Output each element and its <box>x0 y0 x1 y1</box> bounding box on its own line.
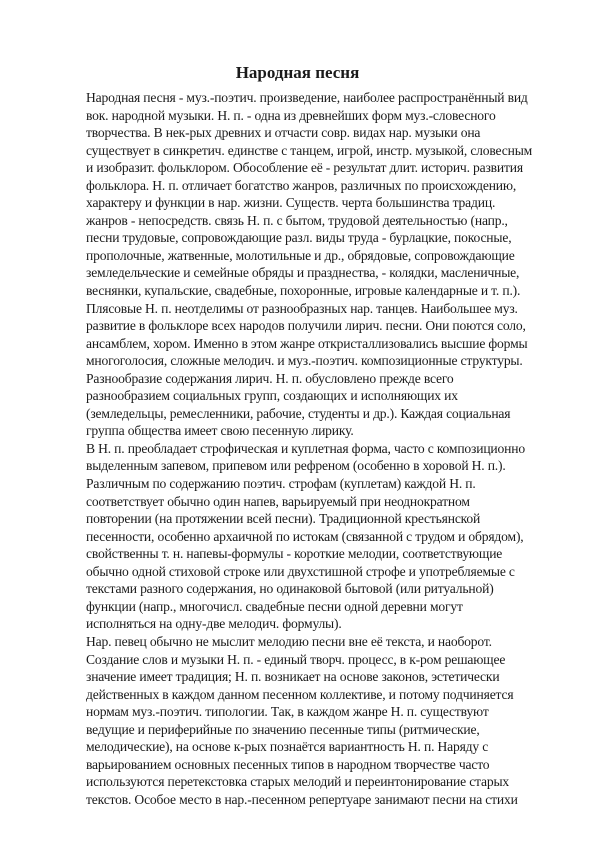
text-line: вок. народной музыки. Н. п. - одна из древнейших форм муз.-словесного <box>86 107 496 123</box>
document-title: Народная песня <box>235 63 360 82</box>
text-line: творчества. В нек-рых древних и отчасти совр. видах нар. музыки она <box>86 125 481 141</box>
text-line: нормам муз.-поэтич. типологии. Так, в каждом жанре Н. п. существуют <box>86 704 489 720</box>
document-body <box>86 89 556 808</box>
text-line: жанров - непосредств. связь Н. п. с бытом, трудовой деятельностью (напр., <box>86 212 508 228</box>
text-line: исполняться на одну-две мелодич. формулы). <box>86 616 342 632</box>
text-line: группа общества имеет свою песенную лирику. <box>86 423 354 439</box>
text-line: разнообразием социальных групп, создающих и исполняющих их <box>86 388 458 404</box>
text-line: текстами разного содержания, но одинаковой бытовой (или ритуальной) <box>86 581 494 597</box>
text-line: и изобразит. фольклором. Обособление её - результат длит. историч. развития <box>86 160 523 176</box>
text-line: песенности, особенно архаичной по истокам (связанной с трудом и обрядом), <box>86 528 524 544</box>
text-line: выделенным запевом, припевом или рефреном (особенно в хоровой Н. п.). <box>86 458 506 474</box>
text-line: Разнообразие содержания лирич. Н. п. обусловлено прежде всего <box>86 370 454 386</box>
text-line: существует в синкретич. единстве с танцем, игрой, инстр. музыкой, словесным <box>86 142 533 158</box>
text-line: ведущие и периферийные по значению песенные типы (ритмические, <box>86 721 480 737</box>
text-line: функции (напр., многочисл. свадебные песни одной деревни могут <box>86 598 463 614</box>
text-line: фольклора. Н. п. отличает богатство жанров, различных по происхождению, <box>86 177 517 193</box>
text-line: Создание слов и музыки Н. п. - единый творч. процесс, в к-ром решающее <box>86 651 506 667</box>
text-line: варьированием основных песенных типов в народном творчестве часто <box>86 756 490 772</box>
text-line: песни трудовые, сопровождающие разл. виды труда - бурлацкие, покосные, <box>86 230 512 246</box>
text-line: ансамблем, хором. Именно в этом жанре откристаллизовались высшие формы <box>86 335 528 351</box>
text-line: текстов. Особое место в нар.-песенном репертуаре занимают песни на стихи <box>86 791 518 807</box>
text-line: действенных в каждом данном песенном коллективе, и потому подчиняется <box>86 686 514 702</box>
text-line: В Н. п. преобладает строфическая и куплетная форма, часто с композиционно <box>86 440 525 456</box>
text-line: обычно одной стиховой строке или двухстишной строфе и употребляемые с <box>86 563 515 579</box>
text-line: многоголосия, сложные мелодич. и муз.-поэтич. композиционные структуры. <box>86 353 523 369</box>
text-line: земледельческие и семейные обряды и празднества, - колядки, масленичные, <box>86 265 520 281</box>
text-line: повторении (на протяжении всей песни). Традиционной крестьянской <box>86 511 481 527</box>
text-line: развитие в фольклоре всех народов получили лирич. песни. Они поются соло, <box>86 318 526 334</box>
text-line: характеру и функции в нар. жизни. Существ. черта большинства традиц. <box>86 195 496 211</box>
text-line: мелодические), на основе к-рых познаётся вариантность Н. п. Наряду с <box>86 739 489 755</box>
text-line: (земледельцы, ремесленники, рабочие, студенты и др.). Каждая социальная <box>86 405 511 421</box>
text-line: соответствует обычно один напев, варьируемый при неоднократном <box>86 493 470 509</box>
text-line: свойственны т. н. напевы-формулы - короткие мелодии, соответствующие <box>86 546 503 562</box>
text-line: значение имеет традиция; Н. п. возникает на основе законов, эстетически <box>86 669 500 685</box>
text-line: используются перетекстовка старых мелодий и переинтонирование старых <box>86 774 510 790</box>
text-line: Плясовые Н. п. неотделимы от разнообразных нар. танцев. Наибольшее муз. <box>86 300 518 316</box>
text-line: Нар. певец обычно не мыслит мелодию песни вне её текста, и наоборот. <box>86 633 492 649</box>
text-line: прополочные, жатвенные, молотильные и др., обрядовые, сопровождающие <box>86 247 515 263</box>
text-line: Народная песня - муз.-поэтич. произведение, наиболее распространённый вид <box>86 90 528 105</box>
text-line: веснянки, купальские, свадебные, похоронные, игровые календарные и т. п.). <box>86 283 521 299</box>
text-line: Различным по содержанию поэтич. строфам (куплетам) каждой Н. п. <box>86 476 476 492</box>
